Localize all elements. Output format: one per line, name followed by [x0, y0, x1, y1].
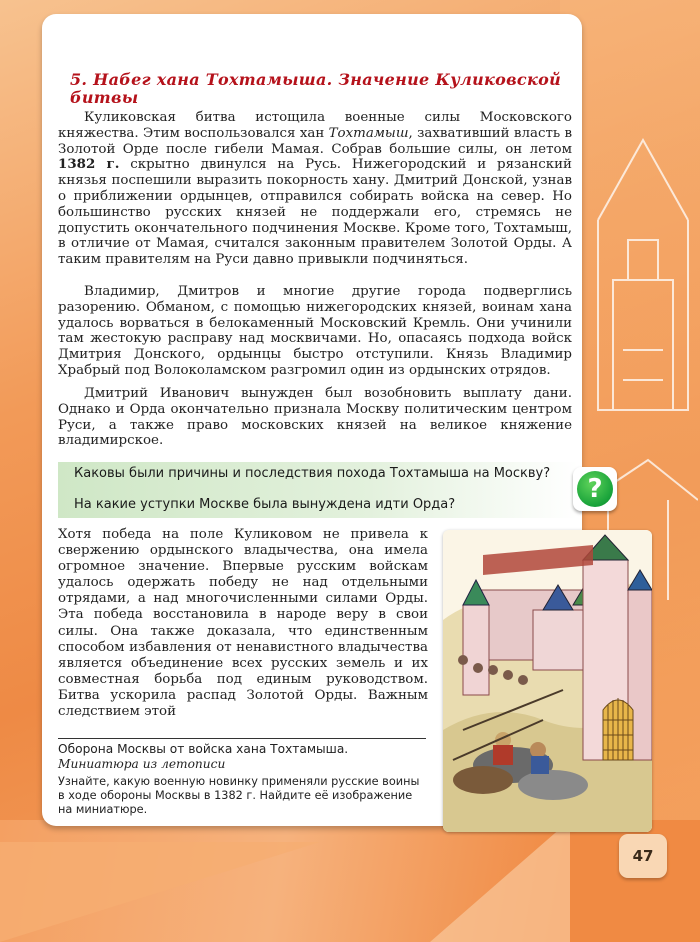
miniature-illustration [443, 530, 652, 832]
question-1: Каковы были причины и последствия похода Тохтамыша на Москву? [74, 466, 551, 481]
name-tokhtamysh: Тохтамыш [328, 125, 409, 141]
question-2: На какие уступки Москве была вынуждена идти Орда? [74, 497, 456, 512]
paragraph-4 [58, 527, 428, 720]
background-facet [430, 820, 570, 942]
year-1382: 1382 г. [58, 156, 120, 173]
paragraph-1-text-b: , захвативший власть в Золотой Орде после гибели Мамая. Собрав большие силы, он летом [58, 125, 572, 157]
paragraph-3 [58, 386, 572, 449]
question-mark-icon: ? [577, 471, 613, 507]
paragraph-1-text-a: Куликовская битва истощила военные силы Московского княжества. Этим воспользовался хан [58, 110, 572, 141]
caption-title: Оборона Москвы от войска хана Тохтамыша. [58, 742, 349, 756]
question-icon [573, 467, 617, 511]
illustration-caption [58, 742, 428, 772]
caption-task: Узнайте, какую военную новинку применяли русские воины в ходе обороны Москвы в 1382 г. Найдите её изображение на миниатюре. [58, 775, 420, 816]
caption-subtitle: Миниатюра из летописи [58, 757, 226, 771]
caption-divider [58, 738, 426, 739]
castle-sketch-decoration [588, 80, 698, 600]
questions-block [58, 462, 578, 518]
paragraph-3-text: Дмитрий Иванович вынужден был возобновить выплату дани. Однако и Орда окончательно признала Москву политическим центром Руси, а также право московских князей на великое княжение владимирское. [58, 386, 572, 449]
heading-line-1: 5. Набег хана Тохтамыша. Значение Куликовской [70, 70, 561, 89]
section-heading [70, 71, 570, 107]
background-facet [0, 842, 320, 942]
paragraph-1-text-c: скрытно двинулся на Русь. Нижегородский и рязанский князья поспешили выразить покорность хану. Дмитрий Донской, узнав о приближении ордынцев, отправился собирать войска на север. Но большинство русских князей не поддержали его, стремясь не допустить окончательного подчинения Москве. Кроме того, Тохтамыш, в отличие от Мамая, считался законным правителем Золотой Орды. А таким правителям на Руси давно привыкли подчиняться. [58, 157, 572, 268]
page-number: 47 [619, 834, 667, 878]
paragraph-2 [58, 284, 572, 379]
paragraph-4-text: Хотя победа на поле Куликовом не привела к свержению ордынского владычества, она имела огромное значение. Впервые русским войскам удалось одержать победу не над отдельными отрядами, а над многочисленными силами Орды. Эта победа восстановила в народе веру в свои силы. Она также доказала, что единственным способом избавления от ненавистного владычества является объединение всех русских земель и их совместная борьба под единым руководством. Битва ускорила распад Золотой Орды. Важным следствием этой [58, 527, 428, 720]
paragraph-2-text: Владимир, Дмитров и многие другие города подверглись разорению. Обманом, с помощью нижегородских князей, воинам хана удалось ворваться в белокаменный Московский Кремль. Они учинили там жестокую расправу над москвичами. Но, опасаясь подхода войск Дмитрия Донского, ордынцы быстро отступили. Князь Владимир Храбрый под Волоколамском разгромил один из ордынских отрядов. [58, 284, 572, 378]
paragraph-1 [58, 110, 572, 268]
heading-line-2: битвы [70, 88, 139, 107]
chronicle-miniature-image [443, 530, 652, 832]
